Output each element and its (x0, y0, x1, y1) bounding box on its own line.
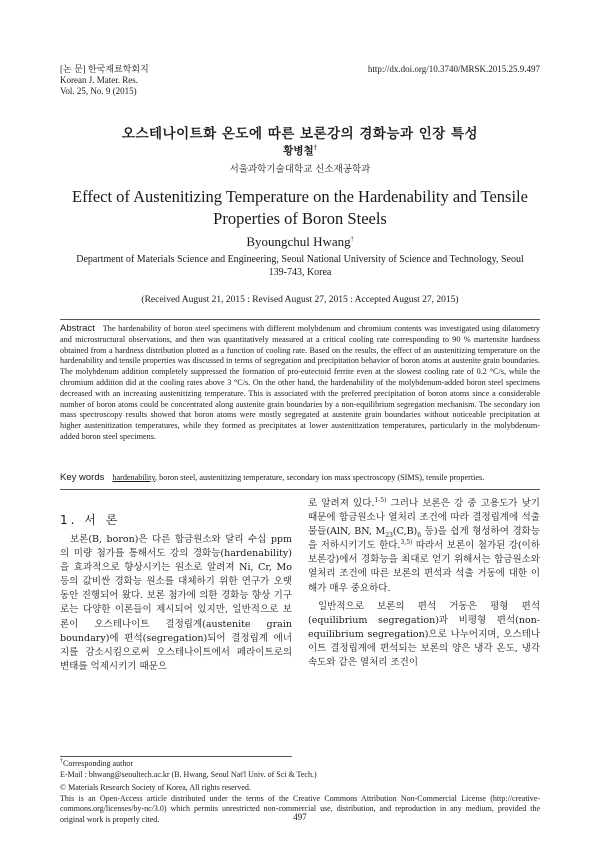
text-run: (C,B) (392, 526, 418, 538)
keywords-bottom-rule (60, 489, 540, 490)
corresponding-label: Corresponding author (63, 759, 133, 768)
citation-ref: 3,5) (400, 539, 413, 547)
journal-header-line: [논 문] 한국재료학회지 (60, 64, 149, 74)
section-title: 서 론 (84, 513, 121, 527)
footnote-mark: † (60, 758, 63, 765)
english-title: Effect of Austenitizing Temperature on the Hardenability and Tensile Properties of Boron Steels (72, 187, 528, 228)
page-number: 497 (293, 812, 307, 822)
abstract-label: Abstract (60, 323, 95, 334)
abstract (60, 324, 540, 443)
left-column (60, 533, 292, 674)
received-dates: (Received August 21, 2015 : Revised August 27, 2015 : Accepted August 27, 2015) (141, 295, 459, 305)
text-run: 등)을 쉽게 형성하여 경화능을 저하시키기도 한다. (308, 526, 540, 552)
corresponding-author (60, 759, 540, 770)
english-author-name: Byoungchul Hwang (246, 234, 351, 249)
english-author-mark: † (350, 236, 354, 243)
copyright: © Materials Research Society of Korea, All rights reserved. (60, 783, 251, 792)
keywords-label: Key words (60, 472, 105, 483)
journal-header-line: Korean J. Mater. Res. (60, 75, 138, 85)
english-affiliation: Department of Materials Science and Engineering, Seoul National University of Science and Technology, Seoul 139-743, Korea (76, 254, 524, 278)
citation-ref: 1-5) (374, 496, 387, 504)
abstract-text: The hardenability of boron steel specimens with different molybdenum and chromium contents was investigated using dilatometry and microstructural observations, and then was quantitatively measured at a critical cooling rate corresponding to 90 % martensite hardness obtained from a hardness distribution plotted as a function of cooling rate. Based on the results, the effect of an austenitizing temperature on the hardenability and tensile properties was discussed in terms of segregation and precipitation behavior of boron atoms at austenite grain boundaries. The molybdenum addition completely suppressed the formation of pro-eutectoid ferrite even at the slowest cooling rate of 0.2 °C/s, while the chromium addition did at the cooling rates above 3 °C/s. On the other hand, the hardenability of the molybdenum-added boron steel specimens decreased with an increasing austenitizing temperature. This is associated with the preferred precipitation of boron atoms since a considerable number of boron atoms could be concentrated along austenite grain boundaries by a non-equilibrium segregation mechanism. The secondary ion mass spectroscopy results showed that boron atoms were mostly segregated at austenite grain boundaries without noticeable precipitation at higher austenitization temperatures, while they formed as precipitates at lower austenitization temperatures, particularly in the molybdenum-added boron steel specimens. (60, 324, 540, 441)
korean-author-name: 황병철 (283, 145, 314, 157)
footnote (60, 759, 540, 780)
text-run: 그러나 보론은 강 중 고용도가 낮기 때문에 합금원소나 열처리 조건에 따라 결정립계에 석출물들(AlN, BN, M (308, 498, 540, 538)
paragraph: 보론(B, boron)은 다른 합금원소와 달리 수십 ppm의 미량 첨가를 통해서도 강의 경화능(hardenability)을 효과적으로 향상시키는 원소로 알려져 Ni, Cr, Mo 등의 값비싼 경화능 원소를 대체하기 위한 연구가 오랫동안 진행되어 왔다. 보론 첨가에 의한 경화능 향상 기구로는 다양한 이론들이 제시되어 있지만, 일반적으로 보론이 오스테나이트 결정립계(austenite grain boundary)에 편석(segregation)되어 결정립계 에너지를 감소시킴으로써 오스테나이트에서 페라이트로의 변태를 억제시키기 때문으 (60, 534, 292, 672)
text-run: 따라서 보론이 첨가된 강(이하 보론강)에서 경화능을 최대로 얻기 위해서는 합금원소와 열처리 조건에 따른 보론의 편석과 석출 거동에 대한 이해가 매우 중요하다. (308, 540, 540, 594)
journal-header (60, 64, 149, 97)
korean-affiliation: 서울과학기술대학교 신소재공학과 (229, 164, 371, 175)
english-author (0, 234, 600, 250)
paragraph: 일반적으로 보론의 편석 거동은 평형 편석(equilibrium segregation)과 비평형 편석(non-equilibrium segregation)으로 나누어지며, 오스테나이트 결정립계에 편석되는 보론의 양은 냉각 온도, 냉각 속도와 같은 열처리 조건이 (308, 600, 540, 669)
journal-header-line: Vol. 25, No. 9 (2015) (60, 86, 137, 96)
keywords (60, 472, 540, 483)
korean-author-mark: † (313, 144, 317, 152)
abstract-top-rule (60, 319, 540, 320)
paragraph (308, 497, 540, 596)
section-heading (60, 511, 120, 528)
section-number: 1. (60, 513, 78, 527)
subscript: 6 (417, 532, 422, 540)
keyword-link[interactable]: hardenability (112, 473, 156, 482)
korean-title: 오스테나이트화 온도에 따른 보론강의 경화능과 인장 특성 (121, 126, 479, 142)
keywords-rest: , boron steel, austenitizing temperature, secondary ion mass spectroscopy (SIMS), tensile properties. (155, 473, 485, 482)
license-text: This is an Open-Access article distributed under the terms of the Creative Commons Attribution Non-Commercial License (http://creative-commons.org/licenses/by-nc/3.0) which permits unrestricted non-commercial use, distribution, and reproduction in any medium, provided the original work is properly cited. (60, 793, 540, 824)
author-email: E-Mail : bhwang@seoultech.ac.kr (B. Hwang, Seoul Nat'l Univ. of Sci & Tech.) (60, 769, 317, 779)
footnote-rule (60, 756, 292, 757)
text-run: 로 알려져 있다. (308, 498, 375, 509)
doi-link[interactable]: http://dx.doi.org/10.3740/MRSK.2015.25.9.497 (367, 64, 540, 74)
subscript: 23 (385, 532, 393, 540)
korean-author (0, 143, 600, 158)
right-column (308, 497, 540, 670)
